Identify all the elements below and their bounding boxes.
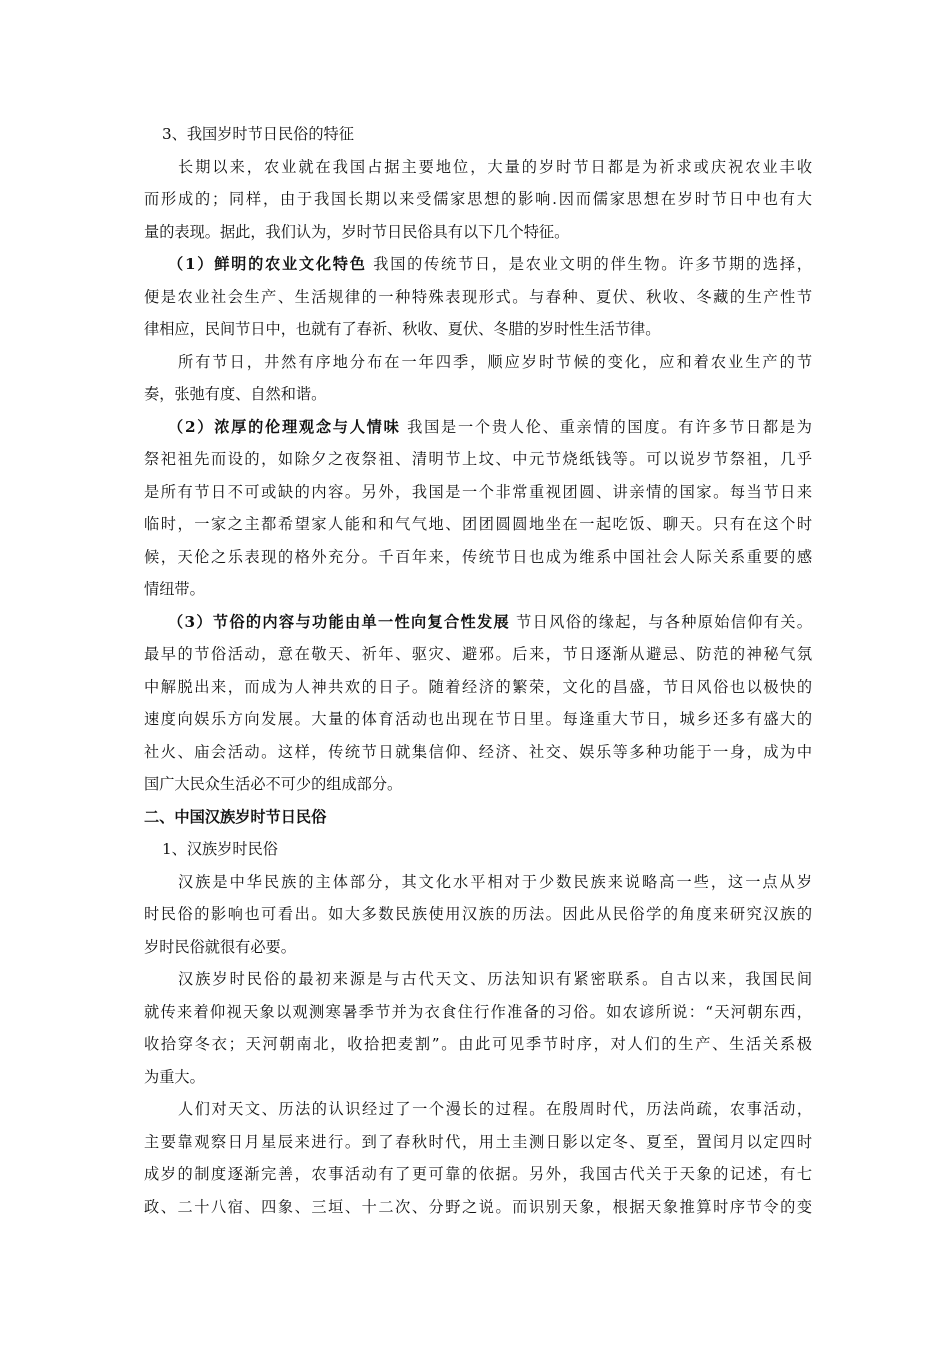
feature-1-title: （1）鲜明的农业文化特色 <box>168 255 367 273</box>
paragraph-line: 所有节日，井然有序地分布在一年四季，顺应岁时节候的变化，应和着农业生产的节 <box>178 352 812 371</box>
subsection-heading: 1、汉族岁时民俗 <box>162 840 278 858</box>
paragraph-line: 国广大民众生活必不可少的组成部分。 <box>144 775 403 793</box>
paragraph-line: 政、二十八宿、四象、三垣、十二次、分野之说。而识别天象，根据天象推算时序节令的变 <box>144 1197 812 1216</box>
paragraph-line: 速度向娱乐方向发展。大量的体育活动也出现在节日里。每逢重大节日，城乡还多有盛大的 <box>144 710 812 728</box>
paragraph-line: 临时，一家之主都希望家人能和和气气地、团团圆圆地坐在一起吃饭、聊天。只有在这个时 <box>144 515 812 533</box>
feature-2-title: （2）浓厚的伦理观念与人情味 <box>168 417 401 436</box>
paragraph-line: 长期以来，农业就在我国占据主要地位，大量的岁时节日都是为祈求或庆祝农业丰收 <box>178 157 812 176</box>
document-page <box>144 118 812 1223</box>
paragraph-line: 人们对天文、历法的认识经过了一个漫长的过程。在殷周时代，历法尚疏，农事活动， <box>178 1100 812 1118</box>
paragraph-line: 中解脱出来，而成为人神共欢的日子。随着经济的繁荣，文化的昌盛，节日风俗也以极快的 <box>144 677 812 696</box>
paragraph-text: 我国的传统节日，是农业文明的伴生物。许多节期的选择， <box>366 255 812 273</box>
paragraph-line: 时民俗的影响也可看出。如大多数民族使用汉族的历法。因此从民俗学的角度来研究汉族的 <box>144 905 812 923</box>
paragraph-text: 节日风俗的缘起，与各种原始信仰有关。 <box>510 612 812 631</box>
paragraph-line: 主要靠观察日月星辰来进行。到了春秋时代，用土圭测日影以定冬、夏至，置闰月以定四时 <box>144 1132 812 1151</box>
paragraph-line: 为重大。 <box>144 1067 205 1086</box>
paragraph-line: 汉族是中华民族的主体部分，其文化水平相对于少数民族来说略高一些，这一点从岁 <box>178 872 812 891</box>
feature-paragraph-2-first-line <box>144 411 812 444</box>
paragraph-line: 而形成的；同样，由于我国长期以来受儒家思想的影响.因而儒家思想在岁时节日中也有大 <box>144 190 812 208</box>
paragraph-line: 岁时民俗就很有必要。 <box>144 937 296 956</box>
section-heading: 3、我国岁时节日民俗的特征 <box>162 125 354 143</box>
paragraph-line: 收拾穿冬衣；天河朝南北，收拾把麦割”。由此可见季节时序，对人们的生产、生活关系极 <box>144 1035 812 1053</box>
paragraph-line: 就传来着仰视天象以观测寒暑季节并为衣食住行作准备的习俗。如农谚所说：“天河朝东西， <box>144 1002 812 1021</box>
feature-paragraph-3-first-line <box>144 606 812 639</box>
paragraph-line: 便是农业社会生产、生活规律的一种特殊表现形式。与春种、夏伏、秋收、冬藏的生产性节 <box>144 287 812 306</box>
paragraph-line: 祭祀祖先而设的，如除夕之夜祭祖、清明节上坟、中元节烧纸钱等。可以说岁节祭祖，几乎 <box>144 450 812 468</box>
paragraph-line: 候，天伦之乐表现的格外充分。千百年来，传统节日也成为维系中国社会人际关系重要的感 <box>144 547 812 566</box>
part-heading: 二、中国汉族岁时节日民俗 <box>144 807 327 826</box>
paragraph-line: 是所有节日不可或缺的内容。另外，我国是一个非常重视团圆、讲亲情的国家。每当节日来 <box>144 482 812 501</box>
paragraph-line: 社火、庙会活动。这样，传统节日就集信仰、经济、社交、娱乐等多种功能于一身，成为中 <box>144 742 812 761</box>
paragraph-line: 律相应，民间节日中，也就有了春祈、秋收、夏伏、冬腊的岁时性生活节律。 <box>144 320 661 338</box>
feature-paragraph-1-first-line <box>144 248 812 281</box>
paragraph-line: 情纽带。 <box>144 580 205 598</box>
paragraph-text: 我国是一个贵人伦、重亲情的国度。有许多节日都是为 <box>400 417 812 436</box>
feature-3-title: （3）节俗的内容与功能由单一性向复合性发展 <box>168 612 511 631</box>
paragraph-line: 汉族岁时民俗的最初来源是与古代天文、历法知识有紧密联系。自古以来，我国民间 <box>178 970 812 988</box>
paragraph-line: 最早的节俗活动，意在敬天、祈年、驱灾、避邪。后来，节日逐渐从避忌、防范的神秘气氛 <box>144 645 812 663</box>
paragraph-line: 奏，张弛有度、自然和谐。 <box>144 385 327 403</box>
paragraph-line: 量的表现。据此，我们认为，岁时节日民俗具有以下几个特征。 <box>144 222 570 241</box>
paragraph-line: 成岁的制度逐渐完善，农事活动有了更可靠的依据。另外，我国古代关于天象的记述，有七 <box>144 1165 812 1183</box>
